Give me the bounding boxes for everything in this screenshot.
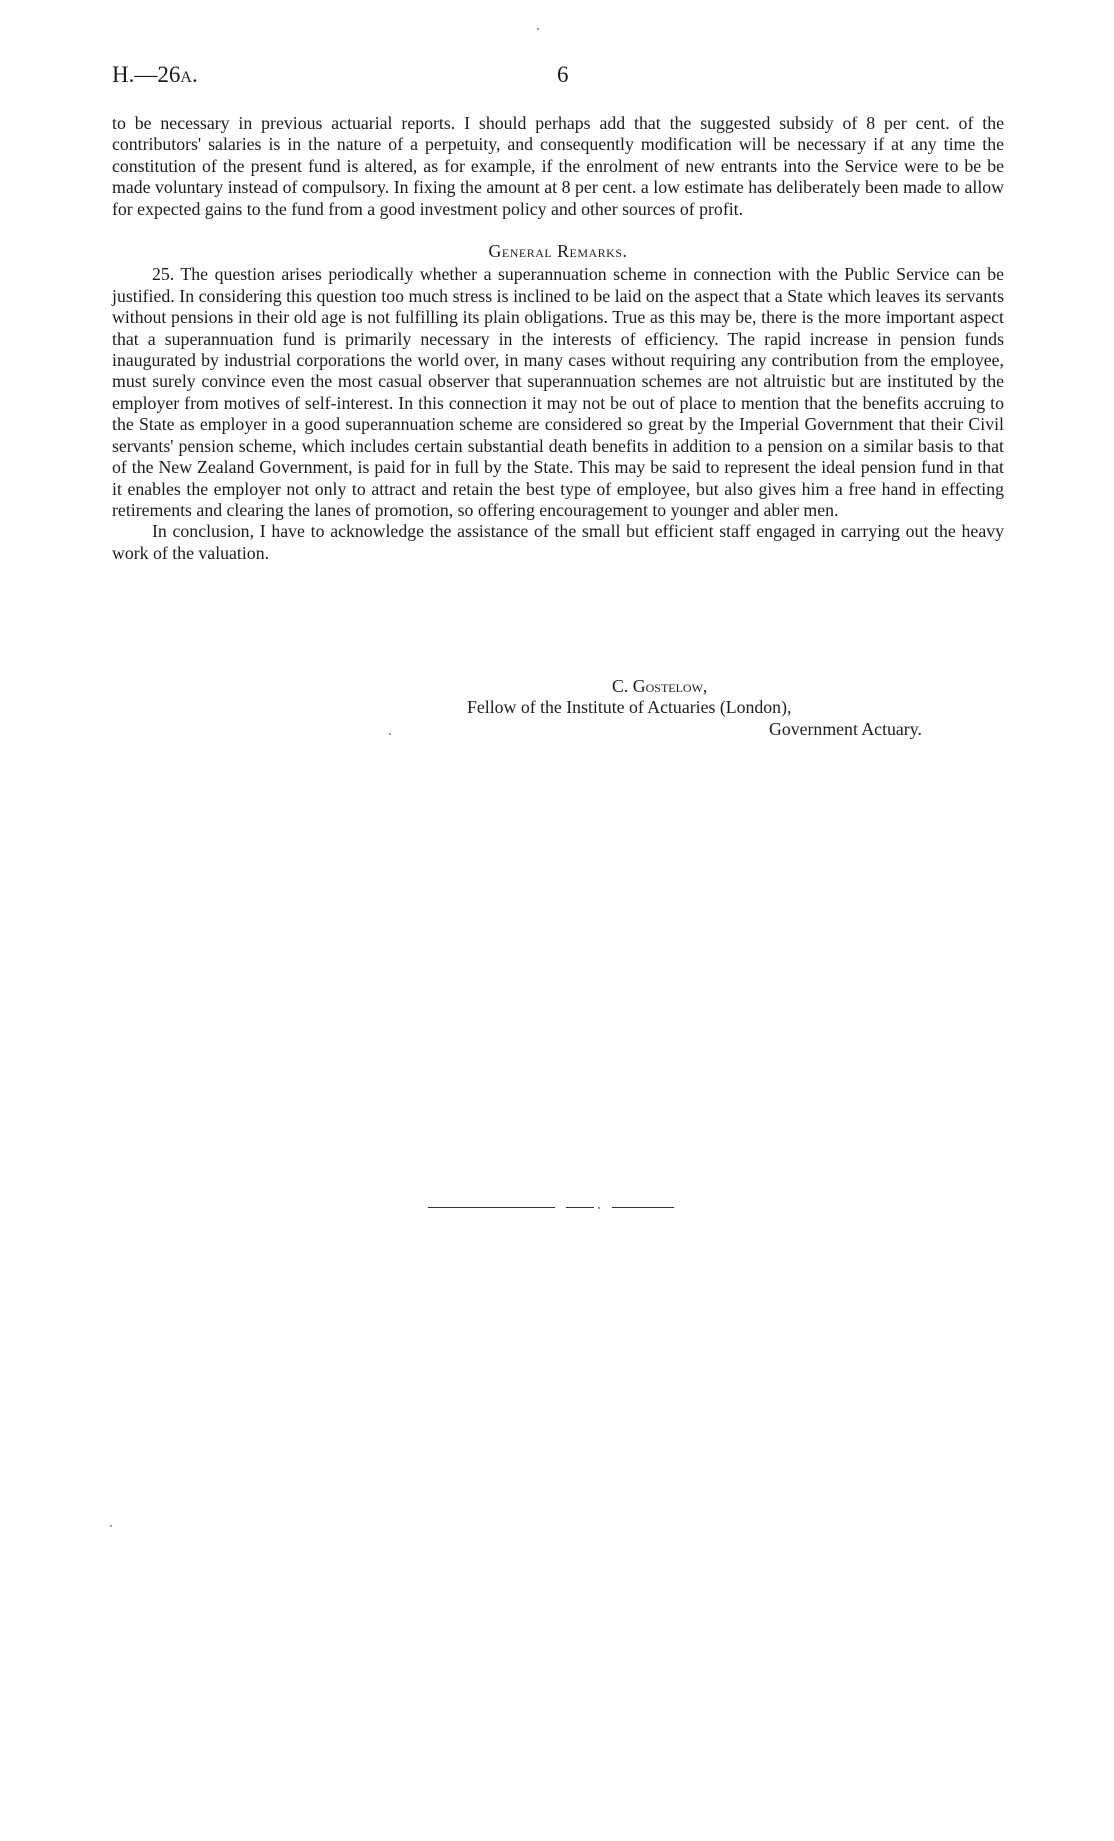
closing-rule-mid [566, 1207, 594, 1208]
continued-paragraph: to be necessary in previous actuarial reports. I should perhaps add that the suggested subsidy of 8 per cent. of the contributors' salaries is in the nature of a perpetuity, and consequently modification will be necessary if at any time the constitution of the present fund is altered, as for example, if the enrolment of new entrants into the Service were to be be made voluntary instead of compulsory. In fixing the amount at 8 per cent. a low estimate has deliberately been made to allow for expected gains to the fund from a good investment policy and other sources of profit. [112, 113, 1004, 219]
closing-rule-right [612, 1207, 674, 1208]
conclusion-paragraph: In conclusion, I have to acknowledge the assistance of the small but efficient staff engaged in carrying out the heavy work of the valuation. [112, 521, 1004, 563]
signature-block [112, 676, 1004, 740]
closing-rule-left [428, 1207, 555, 1208]
section-heading: General Remarks. [488, 241, 628, 262]
document-code: H.—26A. [112, 62, 198, 87]
page-number: 6 [557, 62, 569, 87]
scan-speck [598, 1207, 600, 1209]
scan-speck [110, 1525, 112, 1527]
signatory-qualification: Fellow of the Institute of Actuaries (London), [467, 697, 792, 718]
scan-speck [389, 733, 391, 735]
paragraph-25: 25. The question arises periodically whether a superannuation scheme in connection with the Public Service can be justified. In considering this question too much stress is inclined to be laid on the aspect that a State which leaves its servants without pensions in their old age is not fulfilling its plain obligations. True as this may be, there is the more important aspect that a superannuation fund is primarily necessary in the interests of efficiency. The rapid increase in pension funds inaugurated by industrial corporations the world over, in many cases without requiring any contribution from the employee, must surely convince even the most casual observer that superannuation schemes are not altruistic but are instituted by the employer from motives of self-interest. In this connection it may not be out of place to mention that the benefits accruing to the State as employer in a good superannuation scheme are considered so great by the Imperial Government that their Civil servants' pension scheme, which includes certain substantial death benefits in addition to a pension on a similar basis to that of the New Zealand Government, is paid for in full by the State. This may be said to represent the ideal pension fund in that it enables the employer not only to attract and retain the best type of employee, but also gives him a free hand in effecting retirements and clearing the lanes of promotion, so offering encouragement to younger and abler men. [112, 264, 1004, 520]
document-body [112, 113, 1004, 564]
signatory-role: Government Actuary. [769, 718, 922, 739]
page-header [112, 62, 1004, 92]
scan-speck [537, 28, 539, 30]
signatory-name: C. Gostelow, [612, 676, 708, 696]
